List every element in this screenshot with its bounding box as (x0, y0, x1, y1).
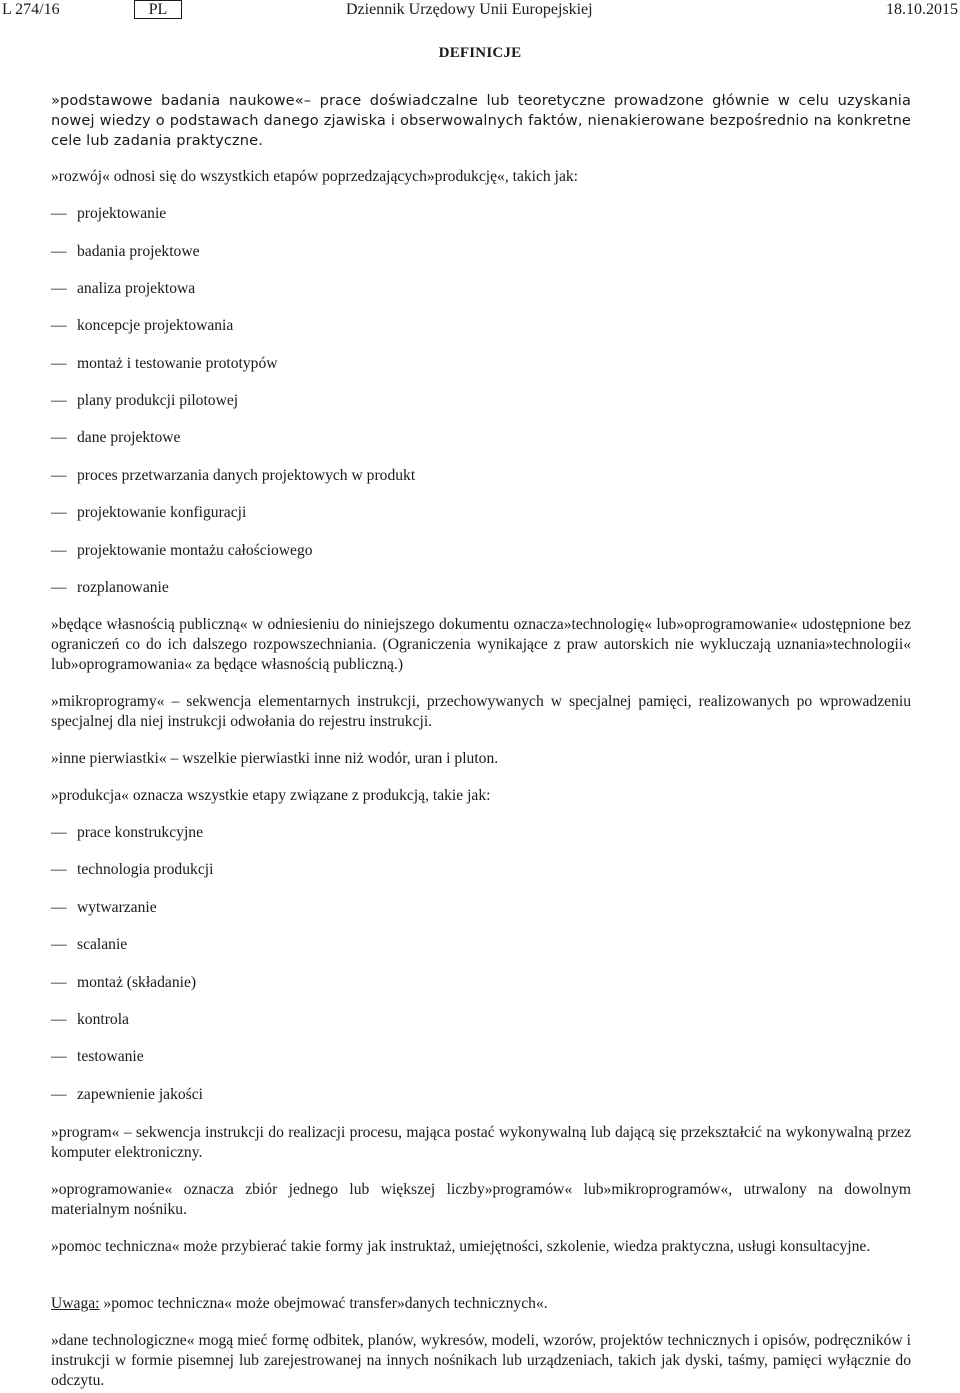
definition-mikroprogramy: »mikroprogramy« – sekwencja elementarnych instrukcji, przechowywanych w specjalnej pamięci, realizowanych po wprowadzeniu specjalnej dla niej instrukcji odwołania do rejestru instrukcji. (51, 693, 911, 730)
section-title: DEFINICJE (438, 45, 522, 61)
list-item: — dane projektowe (51, 429, 181, 446)
list-item: — analiza projektowa (51, 280, 196, 297)
definition-bedace-wlasnoscia-publiczna: »będące własnością publiczną« w odniesieniu do niniejszego dokumentu oznacza»technologię« lub»oprogramowanie« udostępnione bez ograniczeń co do ich dalszego rozpowszechniania. (Ograniczenia wynikające z praw autorskich nie wykluczają uznania»technologii« lub»oprogramowania« za będące własnością publiczną.) (51, 616, 911, 673)
note-text: »pomoc techniczna« może obejmować transfer»danych technicznych«. (103, 1295, 548, 1312)
list-item: — projektowanie montażu całościowego (51, 542, 313, 559)
definition-dane-technologiczne: »dane technologiczne« mogą mieć formę odbitek, planów, wykresów, modeli, wzorów, projektów technicznych i opisów, podręczników i instrukcji w formie pisemnej lub zarejestrowanej na innych nośnikach lub urządzeniach, takich jak dyski, taśmy, pamięci wyłącznie do odczytu. (51, 1332, 911, 1389)
list-item: — projektowanie konfiguracji (51, 504, 247, 521)
definition-podstawowe-badania: »podstawowe badania naukowe«– prace doświadczalne lub teoretyczne prowadzone głównie w celu uzyskania nowej wiedzy o podstawach danego zjawiska i obserwowalnych faktów, nienakierowane bezpośrednio na konkretne cele lub zadania praktyczne. (51, 92, 911, 149)
list-item: — wytwarzanie (51, 899, 157, 916)
list-item: — kontrola (51, 1011, 129, 1028)
list-item: — testowanie (51, 1048, 144, 1065)
list-item: — koncepcje projektowania (51, 317, 234, 334)
page-header (0, 0, 960, 20)
journal-title: Dziennik Urzędowy Unii Europejskiej (346, 1, 593, 18)
list-item: — plany produkcji pilotowej (51, 392, 239, 409)
list-item: — scalanie (51, 936, 128, 953)
list-item: — montaż i testowanie prototypów (51, 355, 278, 372)
list-item: — projektowanie (51, 205, 167, 222)
definition-rozwoj: »rozwój« odnosi się do wszystkich etapów poprzedzających»produkcję«, takich jak: (51, 168, 578, 185)
publication-date: 18.10.2015 (886, 1, 958, 18)
list-item: — badania projektowe (51, 243, 200, 260)
definition-oprogramowanie: »oprogramowanie« oznacza zbiór jednego lub większej liczby»programów« lub»mikroprogramów«, utrwalony na dowolnym materialnym nośniku. (51, 1181, 911, 1218)
list-item: — proces przetwarzania danych projektowych w produkt (51, 467, 416, 484)
note-uwaga (51, 1294, 911, 1314)
list-item: — zapewnienie jakości (51, 1086, 203, 1103)
list-item: — montaż (składanie) (51, 974, 197, 991)
language-badge: PL (134, 0, 182, 19)
definition-program: »program« – sekwencja instrukcji do realizacji procesu, mająca postać wykonywalną lub dającą się przekształcić na wykonywalną przez komputer elektroniczny. (51, 1124, 911, 1161)
list-item: — rozplanowanie (51, 579, 169, 596)
list-item: — prace konstrukcyjne (51, 824, 203, 841)
note-label: Uwaga: (51, 1295, 100, 1312)
definition-pomoc-techniczna: »pomoc techniczna« może przybierać takie formy jak instruktaż, umiejętności, szkolenie, wiedza praktyczna, usługi konsultacyjne. (51, 1238, 871, 1255)
definition-inne-pierwiastki: »inne pierwiastki« – wszelkie pierwiastki inne niż wodór, uran i pluton. (51, 750, 499, 767)
definition-produkcja: »produkcja« oznacza wszystkie etapy związane z produkcją, takie jak: (51, 787, 491, 804)
list-item: — technologia produkcji (51, 861, 214, 878)
page-reference: L 274/16 (2, 1, 60, 18)
